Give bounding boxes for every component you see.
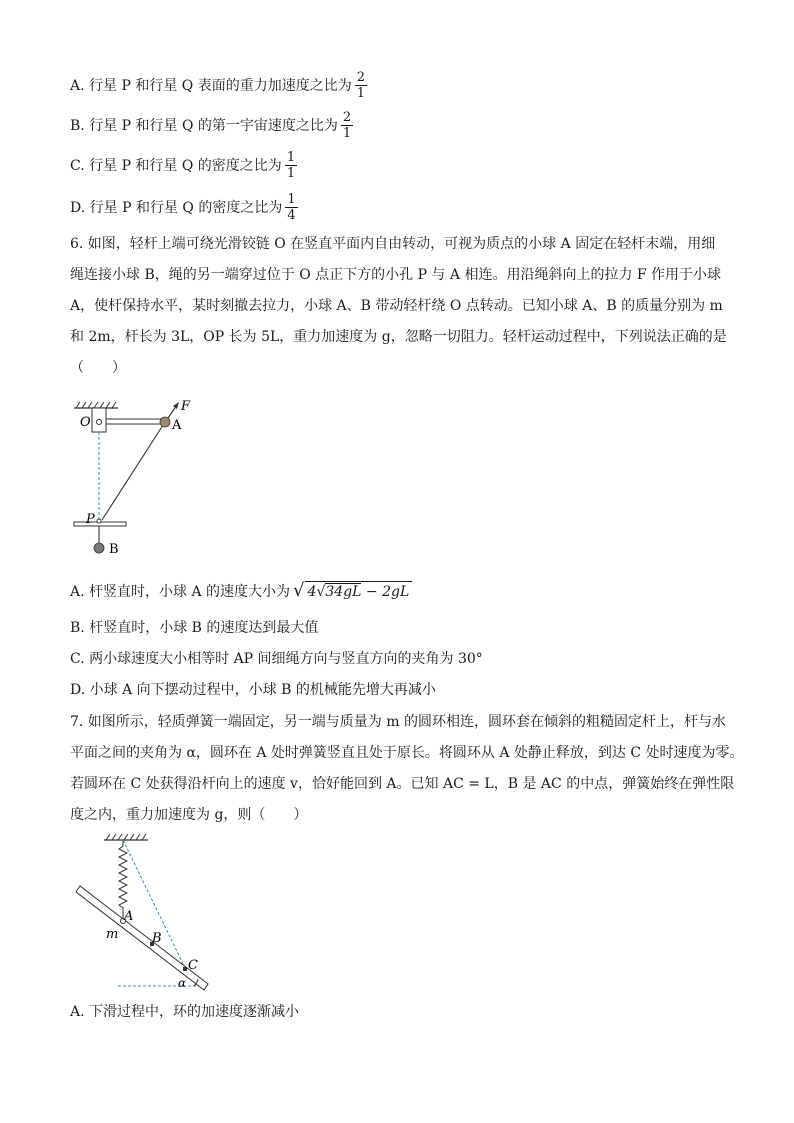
q5-option-d-fraction <box>285 192 297 223</box>
fraction-numerator: 1 <box>287 192 296 207</box>
q6-option-a-text: A. 杆竖直时，小球 A 的速度大小为 <box>70 583 291 600</box>
q7-stem-line-4: 度之内，重力加速度为 g，则（ ） <box>70 807 308 823</box>
ceiling-hatch <box>76 402 116 408</box>
hole-p <box>97 519 101 523</box>
label-f: F <box>181 399 191 414</box>
fraction-denominator: 1 <box>356 86 365 101</box>
force-arrow-head <box>173 402 179 409</box>
q5-option-c <box>70 150 297 181</box>
label-c: C <box>188 958 198 973</box>
q5-option-a <box>70 70 367 101</box>
q6-stem-line-2: 绳连接小球 B，绳的另一端穿过位于 O 点正下方的小孔 P 与 A 相连。用沿绳斜向上的拉力 F 作用于小球 <box>70 267 722 283</box>
q7-stem-line-3: 若圆环在 C 处获得沿杆向上的速度 v，恰好能回到 A。已知 AC = L，B 是 AC 的中点，弹簧始终在弹性限 <box>70 776 735 792</box>
ceiling-hatch <box>106 834 146 840</box>
q5-option-d <box>70 192 298 223</box>
fraction-denominator: 1 <box>286 166 296 181</box>
label-p: P <box>86 512 95 527</box>
ball-a <box>160 417 170 427</box>
sqrt-tail: − 2gL <box>361 584 410 600</box>
sqrt-expression <box>293 581 412 602</box>
sqrt-sign: √ <box>293 580 305 601</box>
hinge-pin <box>97 420 102 425</box>
ball-b <box>94 543 104 553</box>
sqrt-radicand <box>305 581 413 602</box>
sqrt-coef: 4 <box>307 584 317 600</box>
q5-option-c-fraction <box>285 150 297 181</box>
q5-option-c-text: C. 行星 P 和行星 Q 的密度之比为 <box>70 157 282 174</box>
label-alpha: α <box>178 976 187 990</box>
q6-option-c: C. 两小球速度大小相等时 AP 间细绳方向与竖直方向的夹角为 30° <box>70 651 483 667</box>
inclined-rod <box>76 886 208 990</box>
label-b: B <box>152 931 162 946</box>
q5-option-d-text: D. 行星 P 和行星 Q 的密度之比为 <box>70 199 283 216</box>
spring <box>119 840 127 918</box>
q5-option-b-text: B. 行星 P 和行星 Q 的第一宇宙速度之比为 <box>70 117 338 134</box>
q6-figure <box>60 390 210 565</box>
label-m: m <box>106 927 119 942</box>
inner-sqrt-radicand: 34gL <box>325 584 362 600</box>
inner-sqrt-sign: √ <box>316 584 326 600</box>
point-c <box>183 967 187 971</box>
fraction-denominator: 1 <box>342 126 352 141</box>
fraction-denominator: 4 <box>287 208 296 223</box>
fraction-numerator: 2 <box>342 110 352 125</box>
q6-stem-line-4: 和 2m，杆长为 3L，OP 长为 5L，重力加速度为 g，忽略一切阻力。轻杆运动过程中，下列说法正确的是 <box>70 329 727 345</box>
string-ap <box>102 422 165 520</box>
q7-option-a: A. 下滑过程中，环的加速度逐渐减小 <box>70 1004 300 1020</box>
q7-stem-line-1: 7. 如图所示，轻质弹簧一端固定，另一端与质量为 m 的圆环相连，圆环套在倾斜的粗糙固定杆上，杆与水 <box>70 714 726 730</box>
label-a: A <box>172 418 182 433</box>
q7-figure <box>68 830 218 995</box>
q6-stem-line-3: A，使杆保持水平，某时刻撤去拉力，小球 A、B 带动轻杆绕 O 点转动。已知小球 A、B 的质量分别为 m <box>70 298 723 314</box>
q5-option-a-text: A. 行星 P 和行星 Q 表面的重力加速度之比为 <box>70 77 352 94</box>
label-o: O <box>80 415 91 430</box>
q6-option-d: D. 小球 A 向下摆动过程中，小球 B 的机械能先增大再减小 <box>70 682 436 698</box>
q6-option-b: B. 杆竖直时，小球 B 的速度达到最大值 <box>70 620 319 636</box>
q5-option-b-fraction <box>341 110 353 141</box>
q6-stem-line-5: （ ） <box>70 360 126 376</box>
q7-stem-line-2: 平面之间的夹角为 α，圆环在 A 处时弹簧竖直且处于原长。将圆环从 A 处静止释放，到达 C 处时速度为零。 <box>70 745 744 761</box>
q5-option-a-fraction <box>355 70 367 101</box>
fraction-numerator: 2 <box>356 70 365 85</box>
rod <box>106 419 164 424</box>
label-a: A <box>124 909 134 924</box>
q6-stem-line-1: 6. 如图，轻杆上端可绕光滑铰链 O 在竖直平面内自由转动，可视为质点的小球 A 固定在轻杆末端，用细 <box>70 236 716 252</box>
q5-option-b <box>70 110 353 141</box>
fraction-numerator: 1 <box>286 150 296 165</box>
q6-option-a <box>70 581 412 602</box>
label-b: B <box>109 542 119 557</box>
